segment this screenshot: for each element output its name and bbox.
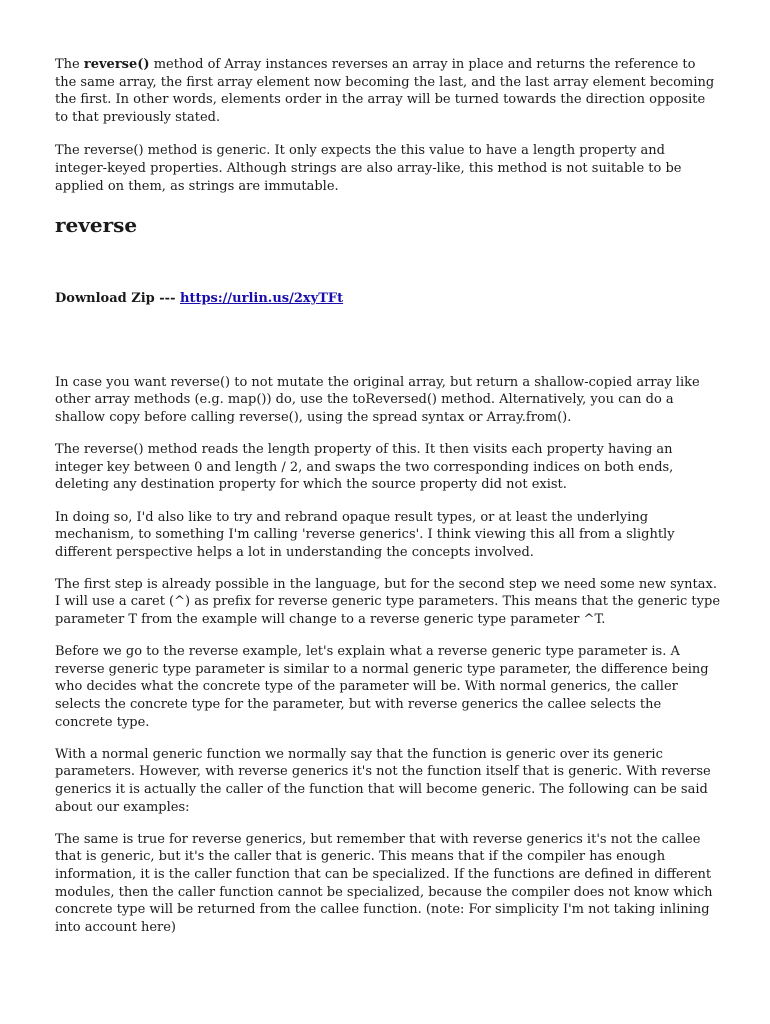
- document-page: [55, 56, 720, 951]
- body-paragraph-7: The same is true for reverse generics, but remember that with reverse generics it's not the callee that is generic, but it's the caller that is generic. This means that if the compiler has enough information, it is the caller function that can be specialized. If the functions are defined in different modules, then the caller function cannot be specialized, because the compiler does not know which concrete type will be returned from the callee function. (note: For simplicity I'm not taking inlining into account here): [55, 831, 713, 935]
- body-paragraphs: [55, 374, 720, 937]
- intro-method-name: reverse(): [83, 57, 150, 72]
- download-link[interactable]: https://urlin.us/2xyTFt: [180, 291, 344, 307]
- body-paragraph-6: With a normal generic function we normally say that the function is generic over its generic parameters. However, with reverse generics it's not the function itself that is generic. With reverse generics it is actually the caller of the function that will become generic. The following can be said about our examples:: [55, 746, 711, 815]
- intro-paragraph-2: The reverse() method is generic. It only expects the this value to have a length property and integer-keyed properties. Although strings are also array-like, this method is not suitable to be applied on them, as strings are immutable.: [55, 143, 682, 194]
- section-heading: reverse: [55, 213, 138, 238]
- body-paragraph-3: In doing so, I'd also like to try and rebrand opaque result types, or at least the underlying mechanism, to something I'm calling 'reverse generics'. I think viewing this all from a slightly different perspective helps a lot in understanding the concepts involved.: [55, 509, 675, 560]
- intro-prefix: The: [55, 57, 84, 72]
- body-paragraph-1: In case you want reverse() to not mutate the original array, but return a shallow-copied array like other array methods (e.g. map()) do, use the toReversed() method. Alternatively, you can do a shallow copy before calling reverse(), using the spread syntax or Array.from().: [55, 374, 700, 425]
- download-label: Download Zip ---: [55, 291, 180, 307]
- body-paragraph-4: The first step is already possible in the language, but for the second step we need some new syntax. I will use a caret (^) as prefix for reverse generic type parameters. This means that the generic type parameter T from the example will change to a reverse generic type parameter ^T.: [55, 576, 721, 628]
- body-paragraph-2: The reverse() method reads the length property of this. It then visits each property having an integer key between 0 and length / 2, and swaps the two corresponding indices on both ends, deleting any destination property for which the source property did not exist.: [55, 442, 674, 493]
- intro-paragraph-1: [55, 56, 720, 126]
- intro-rest: method of Array instances reverses an array in place and returns the reference to the same array, the first array element now becoming the last, and the last array element becoming the first. In other words, elements order in the array will be turned towards the direction opposite to that previously stated.: [55, 57, 715, 125]
- download-line: [55, 290, 720, 308]
- body-paragraph-5: Before we go to the reverse example, let's explain what a reverse generic type parameter is. A reverse generic type parameter is similar to a normal generic type parameter, the difference being who decides what the concrete type of the parameter will be. With normal generics, the caller selects the concrete type for the parameter, but with reverse generics the callee selects the concrete type.: [55, 644, 709, 730]
